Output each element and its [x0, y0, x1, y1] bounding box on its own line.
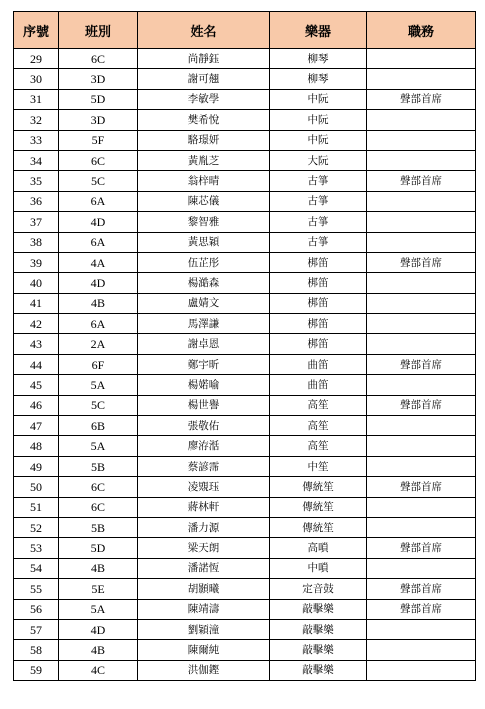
- table-row: [14, 273, 476, 293]
- cell-role: [367, 660, 476, 680]
- table-row: [14, 497, 476, 517]
- cell-serial: 46: [14, 395, 59, 415]
- table-row: [14, 191, 476, 211]
- cell-instrument: 梆笛: [270, 273, 367, 293]
- cell-class: 6C: [59, 150, 138, 170]
- cell-role: 聲部首席: [367, 477, 476, 497]
- cell-role: [367, 191, 476, 211]
- cell-name: 陳爾純: [138, 640, 270, 660]
- cell-role: 聲部首席: [367, 538, 476, 558]
- cell-name: 馬澤謙: [138, 314, 270, 334]
- cell-name: 黃思穎: [138, 232, 270, 252]
- cell-class: 5A: [59, 436, 138, 456]
- table-row: [14, 416, 476, 436]
- cell-serial: 31: [14, 89, 59, 109]
- cell-serial: 56: [14, 599, 59, 619]
- cell-serial: 51: [14, 497, 59, 517]
- cell-instrument: 柳琴: [270, 69, 367, 89]
- cell-name: 翁梓晴: [138, 171, 270, 191]
- cell-class: 4A: [59, 252, 138, 272]
- cell-instrument: 大阮: [270, 150, 367, 170]
- cell-role: 聲部首席: [367, 599, 476, 619]
- cell-role: [367, 314, 476, 334]
- header-class: 班別: [59, 12, 138, 49]
- table-row: [14, 619, 476, 639]
- cell-instrument: 柳琴: [270, 49, 367, 69]
- table-row: [14, 89, 476, 109]
- cell-role: [367, 456, 476, 476]
- cell-instrument: 梆笛: [270, 334, 367, 354]
- table-row: [14, 212, 476, 232]
- cell-serial: 35: [14, 171, 59, 191]
- cell-class: 6C: [59, 49, 138, 69]
- cell-class: 6A: [59, 191, 138, 211]
- table-row: [14, 558, 476, 578]
- cell-class: 5A: [59, 375, 138, 395]
- cell-name: 謝可翹: [138, 69, 270, 89]
- cell-name: 梁天朗: [138, 538, 270, 558]
- cell-class: 2A: [59, 334, 138, 354]
- cell-role: [367, 375, 476, 395]
- cell-role: 聲部首席: [367, 395, 476, 415]
- table-row: [14, 314, 476, 334]
- header-row: [14, 12, 476, 49]
- cell-class: 4C: [59, 660, 138, 680]
- cell-class: 5D: [59, 538, 138, 558]
- cell-class: 4B: [59, 558, 138, 578]
- cell-instrument: 傳統笙: [270, 477, 367, 497]
- header-instrument: 樂器: [270, 12, 367, 49]
- table-row: [14, 538, 476, 558]
- cell-class: 6C: [59, 477, 138, 497]
- cell-name: 張敬佑: [138, 416, 270, 436]
- table-row: [14, 232, 476, 252]
- cell-serial: 54: [14, 558, 59, 578]
- cell-role: [367, 558, 476, 578]
- cell-name: 盧婧文: [138, 293, 270, 313]
- cell-role: 聲部首席: [367, 252, 476, 272]
- cell-instrument: 曲笛: [270, 375, 367, 395]
- cell-serial: 39: [14, 252, 59, 272]
- table-row: [14, 375, 476, 395]
- cell-name: 黃胤芝: [138, 150, 270, 170]
- cell-serial: 59: [14, 660, 59, 680]
- cell-name: 胡顥曦: [138, 579, 270, 599]
- cell-serial: 34: [14, 150, 59, 170]
- cell-role: [367, 416, 476, 436]
- cell-instrument: 高笙: [270, 416, 367, 436]
- cell-role: [367, 334, 476, 354]
- cell-instrument: 古箏: [270, 191, 367, 211]
- table-row: [14, 130, 476, 150]
- cell-name: 尚靜鈺: [138, 49, 270, 69]
- cell-name: 李敏學: [138, 89, 270, 109]
- cell-instrument: 敲擊樂: [270, 660, 367, 680]
- cell-class: 5D: [59, 89, 138, 109]
- cell-class: 6F: [59, 354, 138, 374]
- cell-instrument: 古箏: [270, 232, 367, 252]
- cell-instrument: 敲擊樂: [270, 619, 367, 639]
- cell-serial: 45: [14, 375, 59, 395]
- cell-serial: 36: [14, 191, 59, 211]
- cell-serial: 37: [14, 212, 59, 232]
- cell-serial: 41: [14, 293, 59, 313]
- cell-instrument: 傳統笙: [270, 497, 367, 517]
- cell-serial: 42: [14, 314, 59, 334]
- cell-role: 聲部首席: [367, 354, 476, 374]
- cell-name: 黎智雅: [138, 212, 270, 232]
- cell-class: 4D: [59, 212, 138, 232]
- cell-role: 聲部首席: [367, 171, 476, 191]
- cell-instrument: 中阮: [270, 110, 367, 130]
- cell-role: [367, 130, 476, 150]
- cell-class: 5C: [59, 395, 138, 415]
- cell-class: 6C: [59, 497, 138, 517]
- cell-serial: 33: [14, 130, 59, 150]
- cell-class: 3D: [59, 69, 138, 89]
- table-row: [14, 49, 476, 69]
- cell-serial: 29: [14, 49, 59, 69]
- cell-name: 楊澔森: [138, 273, 270, 293]
- cell-instrument: 梆笛: [270, 314, 367, 334]
- cell-serial: 53: [14, 538, 59, 558]
- cell-serial: 57: [14, 619, 59, 639]
- cell-name: 蔣林軒: [138, 497, 270, 517]
- header-name: 姓名: [138, 12, 270, 49]
- cell-class: 4B: [59, 293, 138, 313]
- table-row: [14, 477, 476, 497]
- cell-name: 楊世譽: [138, 395, 270, 415]
- cell-instrument: 敲擊樂: [270, 599, 367, 619]
- table-row: [14, 640, 476, 660]
- cell-role: [367, 49, 476, 69]
- cell-name: 潘力源: [138, 517, 270, 537]
- cell-class: 4D: [59, 619, 138, 639]
- cell-role: [367, 150, 476, 170]
- cell-instrument: 敲擊樂: [270, 640, 367, 660]
- cell-class: 5A: [59, 599, 138, 619]
- cell-role: [367, 273, 476, 293]
- cell-name: 劉穎潼: [138, 619, 270, 639]
- cell-name: 凌覭珏: [138, 477, 270, 497]
- cell-name: 廖洊湉: [138, 436, 270, 456]
- cell-class: 5C: [59, 171, 138, 191]
- cell-serial: 48: [14, 436, 59, 456]
- cell-name: 鄭宇昕: [138, 354, 270, 374]
- table-row: [14, 334, 476, 354]
- table-row: [14, 579, 476, 599]
- cell-class: 4B: [59, 640, 138, 660]
- cell-class: 5B: [59, 456, 138, 476]
- table-row: [14, 436, 476, 456]
- cell-role: [367, 293, 476, 313]
- cell-serial: 44: [14, 354, 59, 374]
- table-body: [14, 49, 476, 681]
- cell-name: 楊婼喻: [138, 375, 270, 395]
- cell-serial: 32: [14, 110, 59, 130]
- cell-role: [367, 436, 476, 456]
- cell-instrument: 定音鼓: [270, 579, 367, 599]
- cell-role: [367, 232, 476, 252]
- table-row: [14, 171, 476, 191]
- cell-serial: 55: [14, 579, 59, 599]
- table-row: [14, 599, 476, 619]
- table-row: [14, 293, 476, 313]
- cell-name: 謝卓恩: [138, 334, 270, 354]
- cell-name: 洪伽鏗: [138, 660, 270, 680]
- cell-serial: 43: [14, 334, 59, 354]
- table-row: [14, 69, 476, 89]
- table-row: [14, 110, 476, 130]
- cell-name: 潘諾恆: [138, 558, 270, 578]
- cell-role: [367, 640, 476, 660]
- cell-class: 6B: [59, 416, 138, 436]
- cell-role: [367, 69, 476, 89]
- member-table: [13, 11, 476, 681]
- header-role: 職務: [367, 12, 476, 49]
- cell-role: [367, 497, 476, 517]
- cell-instrument: 傳統笙: [270, 517, 367, 537]
- cell-serial: 52: [14, 517, 59, 537]
- header-serial: 序號: [14, 12, 59, 49]
- cell-role: [367, 619, 476, 639]
- cell-name: 伍芷彤: [138, 252, 270, 272]
- cell-instrument: 中阮: [270, 89, 367, 109]
- cell-instrument: 梆笛: [270, 252, 367, 272]
- cell-class: 5F: [59, 130, 138, 150]
- table-row: [14, 456, 476, 476]
- cell-instrument: 中阮: [270, 130, 367, 150]
- cell-serial: 58: [14, 640, 59, 660]
- cell-class: 4D: [59, 273, 138, 293]
- cell-name: 陳芯儀: [138, 191, 270, 211]
- cell-class: 6A: [59, 232, 138, 252]
- cell-class: 3D: [59, 110, 138, 130]
- cell-role: 聲部首席: [367, 89, 476, 109]
- table-row: [14, 354, 476, 374]
- table-row: [14, 660, 476, 680]
- cell-serial: 47: [14, 416, 59, 436]
- cell-serial: 40: [14, 273, 59, 293]
- cell-role: [367, 517, 476, 537]
- cell-instrument: 古箏: [270, 212, 367, 232]
- cell-name: 蔡諺霈: [138, 456, 270, 476]
- cell-serial: 50: [14, 477, 59, 497]
- table-row: [14, 252, 476, 272]
- table-row: [14, 517, 476, 537]
- cell-instrument: 高笙: [270, 395, 367, 415]
- cell-class: 6A: [59, 314, 138, 334]
- cell-instrument: 古箏: [270, 171, 367, 191]
- cell-serial: 30: [14, 69, 59, 89]
- cell-instrument: 中嗩: [270, 558, 367, 578]
- cell-role: 聲部首席: [367, 579, 476, 599]
- cell-instrument: 高笙: [270, 436, 367, 456]
- cell-serial: 49: [14, 456, 59, 476]
- cell-role: [367, 212, 476, 232]
- cell-instrument: 高嗩: [270, 538, 367, 558]
- cell-class: 5B: [59, 517, 138, 537]
- cell-instrument: 曲笛: [270, 354, 367, 374]
- table-row: [14, 150, 476, 170]
- cell-name: 樊希悅: [138, 110, 270, 130]
- cell-class: 5E: [59, 579, 138, 599]
- cell-role: [367, 110, 476, 130]
- cell-serial: 38: [14, 232, 59, 252]
- cell-name: 陳靖濤: [138, 599, 270, 619]
- cell-name: 駱璟妍: [138, 130, 270, 150]
- table-row: [14, 395, 476, 415]
- cell-instrument: 梆笛: [270, 293, 367, 313]
- cell-instrument: 中笙: [270, 456, 367, 476]
